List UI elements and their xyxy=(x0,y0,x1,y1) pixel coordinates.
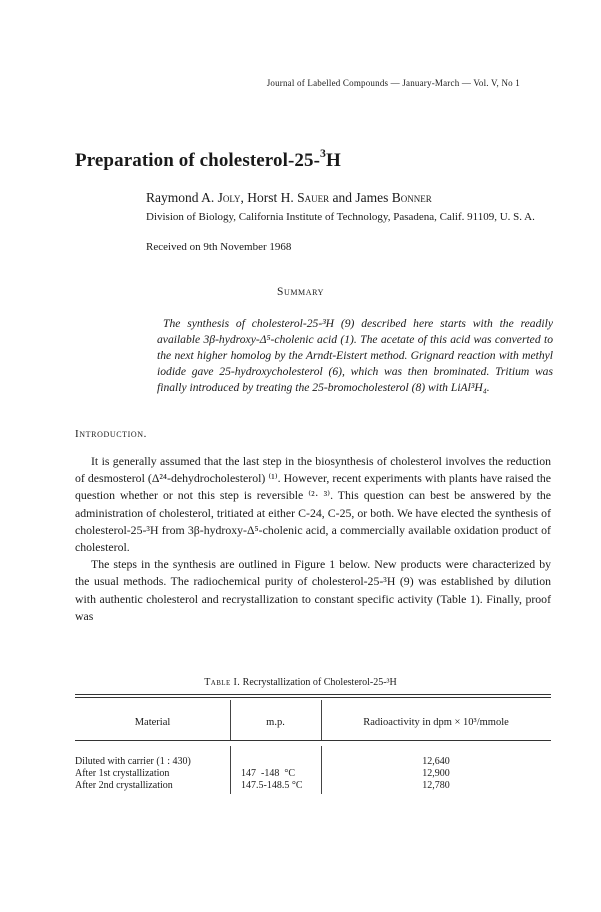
title-text: Preparation of cholesterol-25- xyxy=(75,150,321,171)
summary-paragraph: The synthesis of cholesterol-25-³H (9) described here starts with the readily available 3β-hydroxy-Δ⁵-cholenic acid (1). The acetate of this acid was converted to the next higher homolog by the Arndt-Eistert method. Grignard reaction with methyl iodide gave 25-hydroxycholesterol (6), which was then brominated. Tritium was finally introduced by treating the 25-bromocholesterol (8) with LiAl³H₄. xyxy=(157,317,553,394)
summary-heading: Summary xyxy=(276,286,325,298)
author-2-surname: Sauer xyxy=(297,190,330,205)
affiliation: Division of Biology, California Institute of Technology, Pasadena, Calif. 91109, U. S. A. xyxy=(146,211,535,223)
running-head: Journal of Labelled Compounds — January-March — Vol. V, No 1 xyxy=(266,78,520,88)
received-date: Received on 9th November 1968 xyxy=(146,241,292,253)
table-top-rule-double xyxy=(75,697,551,698)
table-cell-radioactivity: 12,780 xyxy=(422,780,450,791)
table-cell-material: Diluted with carrier (1 : 430) xyxy=(75,756,191,767)
recrystallization-table xyxy=(75,694,551,798)
author-1-surname: Joly xyxy=(217,190,241,205)
table-caption-text: Recrystallization of Cholesterol-25-³H xyxy=(242,677,397,688)
introduction-body xyxy=(75,453,551,625)
author-3-surname: Bonner xyxy=(391,190,432,205)
intro-paragraph-2: The steps in the synthesis are outlined in Figure 1 below. New products were characterized by the usual methods. The radiochemical purity of cholesterol-25-³H (9) was established by dilution with authentic cholesterol and recrystallization to constant specific activity (Table 1). Finally, proof was xyxy=(75,557,551,623)
table-body-divider xyxy=(230,746,231,794)
summary-abstract xyxy=(157,316,553,396)
intro-paragraph-1: It is generally assumed that the last step in the biosynthesis of cholesterol involves the reduction of desmosterol (Δ²⁴-dehydrocholesterol) ⁽¹⁾. However, recent experiments with plants have raised the question whether or not this step is reversible ⁽²· ³⁾. This question can best be answered by the administration of cholesterol, tritiated at either C-24, C-25, or both. We have elected the synthesis of cholesterol-25-³H from 3β-hydroxy-Δ⁵-cholenic acid, a commercially available oxidation product of cholesterol. xyxy=(75,454,551,555)
table-header-mp: m.p. xyxy=(266,717,285,728)
table-header-radioactivity: Radioactivity in dpm × 10³/mmole xyxy=(363,717,509,728)
introduction-heading: Introduction. xyxy=(75,428,147,440)
table-cell-mp: 147 -148 °C xyxy=(241,768,295,779)
table-caption xyxy=(0,677,601,688)
table-cell-material: After 1st crystallization xyxy=(75,768,170,779)
table-cell-radioactivity: 12,900 xyxy=(422,768,450,779)
title-suffix: H xyxy=(326,150,341,171)
table-cell-mp: 147.5-148.5 °C xyxy=(241,780,303,791)
table-cell-material: After 2nd crystallization xyxy=(75,780,173,791)
table-top-rule xyxy=(75,694,551,695)
author-list xyxy=(146,190,432,206)
article-title xyxy=(75,146,341,172)
author-1-given: Raymond A. xyxy=(146,190,218,205)
author-2-given: , Horst H. xyxy=(240,190,298,205)
table-header-rule xyxy=(75,740,551,741)
table-cell-radioactivity: 12,640 xyxy=(422,756,450,767)
table-caption-label: Table I. xyxy=(204,677,241,688)
title-superscript: 3 xyxy=(320,146,327,160)
author-3-given: and James xyxy=(329,190,392,205)
table-header-material: Material xyxy=(134,717,171,728)
